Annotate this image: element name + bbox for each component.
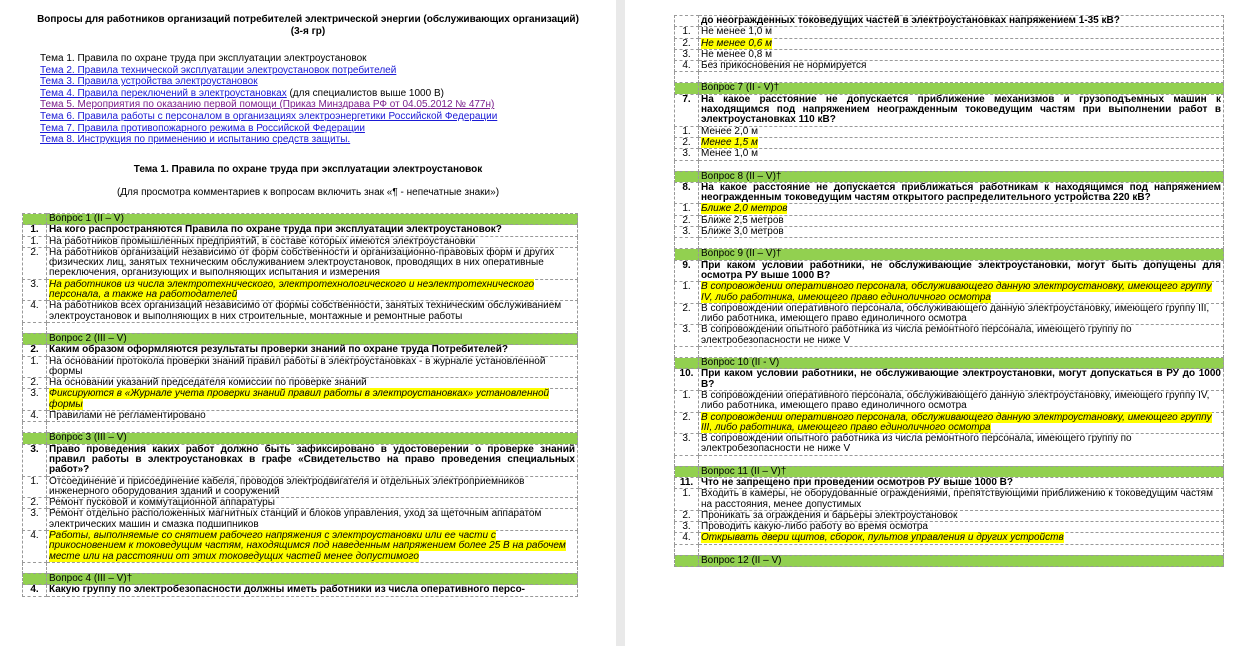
answer-number: 3.	[675, 149, 699, 160]
correct-answer-text: Фиксируются в «Журнале учета проверки знаний правил работы в электроустановках» установленной формы	[49, 388, 550, 410]
question-header-row	[23, 573, 578, 584]
question-header-row	[23, 433, 578, 444]
toc-link[interactable]: Тема 6. Правила работы с персоналом в организациях электроэнергетики Российской Федерации	[40, 110, 498, 122]
answer-text: Отсоединение и присоединение кабеля, проводов электродвигателя и отдельных электроприемников инженерного оборудования зданий и сооружений	[49, 475, 525, 497]
question-header: Вопрос 9 (II – V)†	[699, 249, 1224, 260]
answer-number: 1.	[675, 390, 699, 412]
question-row	[23, 585, 578, 596]
answer-text: Не менее 1,0 м	[701, 26, 772, 38]
answer-row	[675, 434, 1224, 456]
toc-link[interactable]: Тема 2. Правила технической эксплуатации электроустановок потребителей	[40, 64, 397, 76]
answer-row	[675, 303, 1224, 325]
question-row	[675, 94, 1224, 126]
answer-row	[675, 282, 1224, 304]
answer-number: 3.	[675, 325, 699, 347]
answer-text: Ближе 2,5 метров	[701, 214, 784, 226]
question-number: 11.	[675, 477, 699, 488]
blank-row	[23, 422, 578, 433]
answer-number: 4.	[675, 533, 699, 544]
answer-text: В сопровождении опытного работника из числа ремонтного персонала, имеющего группу по электробезопасности не ниже V	[701, 324, 1132, 346]
question-row	[23, 345, 578, 356]
question-header: Вопрос 1 (II – V)	[47, 214, 578, 225]
answer-number: 1.	[675, 489, 699, 511]
blank-row	[23, 322, 578, 333]
correct-answer-text: Ближе 2,0 метров	[701, 203, 788, 215]
answer-text: В сопровождении опытного работника из числа ремонтного персонала, имеющего группу по электробезопасности не ниже V	[701, 433, 1132, 455]
question-header-row	[23, 214, 578, 225]
table-of-contents	[40, 53, 600, 146]
question-number: 1.	[23, 225, 47, 236]
answer-number: 2.	[675, 137, 699, 148]
toc-link[interactable]: Тема 4. Правила переключений в электроустановках	[40, 87, 287, 99]
question-number: 2.	[23, 345, 47, 356]
document-title: Вопросы для работников организаций потребителей электрической энергии (обслуживающих организаций) (3-я гр)	[37, 14, 579, 37]
answer-text: На основании указаний председателя комиссии по проверке знаний	[49, 377, 367, 389]
toc-item[interactable]	[40, 134, 600, 146]
answer-number: 2.	[675, 38, 699, 49]
answer-number: 2.	[23, 247, 47, 279]
answer-row	[675, 126, 1224, 137]
document-page-left	[0, 0, 616, 646]
answer-number: 3.	[675, 434, 699, 456]
question-header-row	[675, 466, 1224, 477]
toc-suffix: (для специалистов выше 1000 В)	[286, 87, 444, 99]
answer-number: 3.	[23, 509, 47, 531]
question-header-row	[675, 171, 1224, 182]
answer-number: 1.	[675, 282, 699, 304]
answer-number: 1.	[23, 236, 47, 247]
answer-text: Входить в камеры, не оборудованные ограждениями, препятствующими приближению к токоведущим частям на расстояния, менее допустимых	[701, 488, 1213, 510]
answer-row	[23, 476, 578, 498]
answer-row	[23, 236, 578, 247]
blank-row	[675, 238, 1224, 249]
question-header: Вопрос 11 (II – V)†	[699, 466, 1224, 477]
question-text: Что не запрещено при проведении осмотров РУ выше 1000 В?	[701, 476, 1013, 488]
toc-item[interactable]	[40, 65, 600, 77]
answer-text: Ремонт отдельно расположенных магнитных станций и блоков управления, уход за щеточным аппаратом электрических машин и смазка подшипников	[49, 508, 542, 530]
answer-row	[23, 301, 578, 323]
blank-row	[675, 347, 1224, 358]
question-number: 7.	[675, 94, 699, 126]
answer-row	[675, 215, 1224, 226]
correct-answer-text: Работы, выполняемые со снятием рабочего напряжения с электроустановки или ее части с прикосновением к токоведущим частям, находящимся под наведенным напряжением более 25 В на рабочем месте или на расстоянии от этих токоведущих частей менее допустимого	[49, 530, 566, 562]
answer-number: 2.	[675, 412, 699, 434]
answer-row	[675, 149, 1224, 160]
answer-number: 1.	[675, 27, 699, 38]
answer-text: На работников организаций независимо от форм собственности и организационно-правовых форм и других физических лиц, занятых техническим обслуживанием электроустановок, проводящих в них оперативные переключения, организующих и выполняющих испытания и измерения	[49, 246, 555, 279]
question-header-row	[675, 83, 1224, 94]
question-header: Вопрос 4 (III – V)†	[47, 573, 578, 584]
toc-item[interactable]	[40, 99, 600, 111]
question-header: Вопрос 10 (II - V)	[699, 358, 1224, 369]
toc-item	[40, 53, 600, 65]
answer-row	[23, 531, 578, 563]
question-number: 8.	[675, 182, 699, 204]
question-header: Вопрос 8 (II – V)†	[699, 171, 1224, 182]
correct-answer-text: В сопровождении оперативного персонала, обслуживающего данную электроустановку, имеющего группу IV, либо работника, имеющего право единоличного осмотра	[701, 281, 1212, 303]
question-number: 9.	[675, 260, 699, 282]
answer-text: Проводить какую-либо работу во время осмотра	[701, 521, 928, 533]
question-row	[675, 260, 1224, 282]
answer-row	[23, 411, 578, 422]
question-row	[23, 444, 578, 476]
answer-number: 4.	[23, 411, 47, 422]
answer-number: 1.	[23, 476, 47, 498]
correct-answer-text: На работников из числа электротехнического, электротехнологического и неэлектротехнического персонала, а также на работодателей	[49, 278, 535, 301]
answer-row	[675, 227, 1224, 238]
question-continued-row	[675, 16, 1224, 27]
question-header: Вопрос 3 (III – V)	[47, 433, 578, 444]
answer-text: На основании протокола проверки знаний правил работы в электроустановках - в журнале установленной формы	[49, 355, 546, 377]
answer-number: 1.	[675, 204, 699, 215]
answer-number: 2.	[675, 215, 699, 226]
blank-row	[675, 72, 1224, 83]
answer-row	[675, 204, 1224, 215]
answer-number: 2.	[675, 303, 699, 325]
answer-text: На работников всех организаций независимо от формы собственности, занятых техническим обслуживанием электроустановок и выполняющих в них строительные, монтажные и ремонтные работы	[49, 300, 562, 322]
answer-row	[675, 390, 1224, 412]
toc-item[interactable]	[40, 88, 600, 100]
question-number: 3.	[23, 444, 47, 476]
question-header-row	[675, 555, 1224, 566]
questions-table-left	[22, 213, 578, 597]
answer-row	[675, 510, 1224, 521]
toc-link[interactable]: Тема 5. Мероприятия по оказанию первой помощи (Приказ Минздрава РФ от 04.05.2012 № 477н)	[40, 99, 495, 111]
question-header-row	[675, 249, 1224, 260]
question-header: Вопрос 7 (II - V)†	[699, 83, 1224, 94]
answer-number: 2.	[23, 498, 47, 509]
answer-text: Не менее 0,8 м	[701, 48, 772, 60]
correct-answer-text: Открывать двери щитов, сборок, пультов управления и других устройств	[701, 532, 1064, 544]
answer-row	[675, 325, 1224, 347]
question-text: Какую группу по электробезопасности должны иметь работники из числа оперативного персо-	[49, 584, 526, 596]
blank-row	[675, 455, 1224, 466]
toc-link[interactable]: Тема 3. Правила устройства электроустановок	[40, 76, 258, 88]
toc-label: Тема 1. Правила по охране труда при эксплуатации электроустановок	[40, 53, 367, 64]
answer-number: 3.	[675, 227, 699, 238]
answer-row	[675, 489, 1224, 511]
correct-answer-text: Менее 1,5 м	[701, 136, 758, 148]
answer-text: Правилами не регламентировано	[49, 410, 206, 422]
question-header: Вопрос 12 (II – V)	[699, 555, 1224, 566]
answer-number: 2.	[23, 378, 47, 389]
answer-row	[675, 38, 1224, 49]
answer-text: Ремонт пусковой и коммутационной аппаратуры	[49, 497, 275, 509]
answer-text: Ближе 3,0 метров	[701, 226, 784, 238]
question-text: до неогражденных токоведущих частей в электроустановках напряжением 1-35 кВ?	[699, 16, 1224, 27]
question-header: Вопрос 2 (III – V)	[47, 333, 578, 344]
question-text: При каком условии работники, не обслуживающие электроустановки, могут допускаться в РУ до 1000 В?	[701, 368, 1221, 390]
question-row	[675, 182, 1224, 204]
toc-item[interactable]	[40, 76, 600, 88]
toc-link[interactable]: Тема 8. Инструкция по применению и испытанию средств защиты.	[40, 134, 351, 146]
answer-text: В сопровождении оперативного персонала, обслуживающего данную электроустановку, имеющего группу IV, либо работника, имеющего право единоличного осмотра	[701, 389, 1210, 412]
question-text: На кого распространяются Правила по охране труда при эксплуатации электроустановок?	[49, 224, 502, 236]
question-number: 10.	[675, 369, 699, 391]
answer-text: На работников промышленных предприятий, в составе которых имеются электроустановки	[49, 235, 476, 247]
question-text: На какое расстояние не допускается приближение механизмов и грузоподъемных машин к находящимся под напряжением неогражденным токоведущим частям при выполнении работ в электроустановках 110 кВ?	[701, 93, 1221, 126]
answer-number: 4.	[675, 61, 699, 72]
answer-number: 3.	[675, 522, 699, 533]
answer-number: 1.	[23, 356, 47, 378]
correct-answer-text: Не менее 0,6 м	[701, 37, 772, 49]
blank-row	[23, 562, 578, 573]
question-row	[675, 369, 1224, 391]
answer-row	[675, 533, 1224, 544]
answer-row	[23, 389, 578, 411]
answer-row	[675, 412, 1224, 434]
blank-row	[675, 544, 1224, 555]
question-number: 4.	[23, 585, 47, 596]
question-text: Право проведения каких работ должно быть зафиксировано в удостоверении о проверке знаний правил работы в электроустановках в графе «Свидетельство на право проведения специальных работ»?	[49, 443, 575, 476]
question-row	[23, 225, 578, 236]
blank-row	[675, 160, 1224, 171]
section-title: Тема 1. Правила по охране труда при эксплуатации электроустановок	[133, 164, 483, 175]
answer-row	[23, 356, 578, 378]
answer-number: 3.	[23, 279, 47, 301]
answer-text: В сопровождении оперативного персонала, обслуживающего данную электроустановку, имеющего группу III, либо работника, имеющего право единоличного осмотра	[701, 302, 1210, 325]
question-text: При каком условии работники, не обслуживающие электроустановки, могут быть допущены для осмотра РУ выше 1000 В?	[701, 259, 1221, 281]
answer-number: 4.	[23, 301, 47, 323]
toc-item[interactable]	[40, 111, 600, 123]
answer-number: 1.	[675, 126, 699, 137]
answer-row	[675, 137, 1224, 148]
answer-text: Менее 1,0 м	[701, 148, 758, 160]
comments-note: (Для просмотра комментариев к вопросам включить знак «¶ - непечатные знаки»)	[116, 187, 500, 198]
answer-row	[23, 279, 578, 301]
toc-link[interactable]: Тема 7. Правила противопожарного режима в Российской Федерации	[40, 122, 365, 134]
answer-row	[23, 247, 578, 279]
questions-table-right	[674, 15, 1224, 567]
question-text: Каким образом оформляются результаты проверки знаний по охране труда Потребителей?	[49, 344, 508, 356]
correct-answer-text: В сопровождении оперативного персонала, обслуживающего данную электроустановку, имеющего группу III, либо работника, имеющего право единоличного осмотра	[701, 411, 1212, 433]
question-text: На какое расстояние не допускается приближаться работникам к находящимся под напряжением неогражденным токоведущим частям открытого распределительного устройства 220 кВ?	[701, 181, 1221, 204]
answer-row	[23, 509, 578, 531]
answer-row	[675, 27, 1224, 38]
answer-number: 3.	[675, 49, 699, 60]
answer-text: Менее 2,0 м	[701, 125, 758, 137]
answer-text: Без прикосновения не нормируется	[701, 60, 867, 72]
answer-text: Проникать за ограждения и барьеры электроустановок	[701, 509, 958, 521]
answer-row	[675, 61, 1224, 72]
answer-number: 3.	[23, 389, 47, 411]
answer-number: 2.	[675, 510, 699, 521]
answer-row	[675, 49, 1224, 60]
answer-number: 4.	[23, 531, 47, 563]
toc-item[interactable]	[40, 123, 600, 135]
